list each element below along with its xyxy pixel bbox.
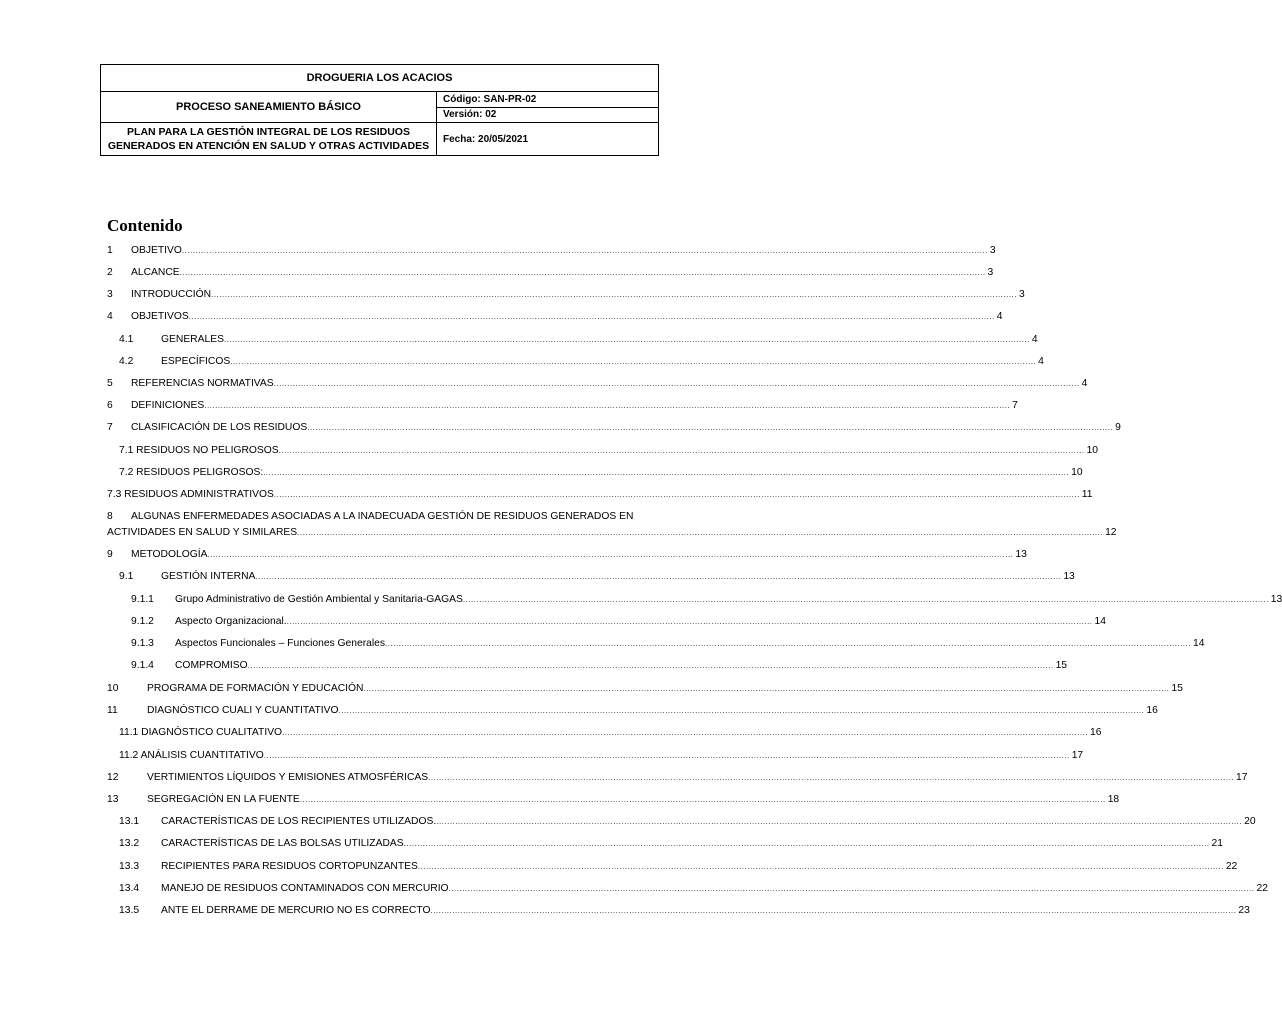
toc-entry[interactable] [119,443,1099,459]
toc-entry-label: Aspectos Funcionales – Funciones Generales [175,638,386,649]
toc-entry[interactable] [107,265,994,281]
toc-dot-leader [430,903,1236,919]
toc-entry[interactable] [131,658,1068,674]
toc-entry-label: CLASIFICACIÓN DE LOS RESIDUOS [131,422,308,433]
toc-entry-number: 13.1 [119,816,140,827]
document-date: Fecha: 20/05/2021 [437,123,659,156]
toc-entry-page: 14 [1192,638,1205,649]
toc-entry-page: 16 [1089,727,1102,738]
toc-entry-label: CARACTERÍSTICAS DE LOS RECIPIENTES UTILIZADOS. [161,816,437,827]
document-code: Código: SAN-PR-02 [437,92,659,108]
toc-entry[interactable] [107,681,1183,697]
toc-entry-label: CARACTERÍSTICAS DE LAS BOLSAS UTILIZADAS [161,838,404,849]
toc-entry-number: 13.5 [119,905,140,916]
toc-entry-page: 21 [1211,838,1223,849]
toc-entry-label: GENERALES [161,334,224,345]
toc-entry-number: 1 [107,245,113,256]
toc-title: Contenido [107,216,183,235]
plan-title-line-1: PLAN PARA LA GESTIÓN INTEGRAL DE LOS RESIDUOS [127,126,410,138]
toc-dot-leader [279,443,1085,459]
toc-entry-page: 9 [1115,422,1121,433]
toc-entry-label: RECIPIENTES PARA RESIDUOS CORTOPUNZANTES [161,861,418,872]
toc-entry-number: 4.2 [119,356,134,367]
toc-entry-page: 4 [996,311,1003,322]
toc-dot-leader [180,265,986,281]
toc-entry-page: 4 [1038,356,1044,367]
toc-entry-number: 10 [107,683,119,694]
toc-dot-leader [385,636,1191,652]
toc-entry-page: 17 [1236,772,1248,783]
toc-entry-page: 22 [1225,861,1238,872]
toc-dot-leader [436,814,1242,830]
toc-entry-label: REFERENCIAS NORMATIVAS [131,378,274,389]
toc-dot-leader [224,332,1030,348]
toc-entry-label: SEGREGACIÓN EN LA FUENTE [147,794,300,805]
toc-entry-page: 22 [1256,883,1268,894]
toc-dot-leader [404,836,1210,852]
toc-dot-leader [263,465,1069,481]
toc-entry-label: 11.2 ANÁLISIS CUANTITATIVO [119,750,264,761]
toc-entry-number: 9.1.2 [131,616,154,627]
toc-entry-label: PROGRAMA DE FORMACIÓN Y EDUCACIÓN [147,683,364,694]
toc-entry-number: 4.1 [119,334,134,345]
toc-entry[interactable] [119,903,1250,919]
toc-entry-page: 11 [1081,489,1093,500]
toc-entry-number: 13.4 [119,883,140,894]
toc-entry[interactable] [107,792,1120,808]
toc-entry-number: 9.1.3 [131,638,154,649]
toc-entry-page: 13 [1015,549,1027,560]
toc-dot-leader [274,487,1080,503]
toc-entry-page: 17 [1071,750,1084,761]
toc-entry[interactable] [107,509,1117,541]
toc-dot-leader [282,725,1088,741]
toc-entry[interactable] [107,243,996,259]
toc-dot-leader [182,243,988,259]
toc-dot-leader [307,420,1113,436]
toc-entry-number: 9 [107,549,113,560]
toc-entry-page: 3 [989,245,996,256]
toc-entry-number: 9.1.1 [131,594,154,605]
toc-entry-number: 3 [107,289,113,300]
toc-entry-label: OBJETIVO [131,245,182,256]
toc-entry-label: 7.2 RESIDUOS PELIGROSOS: [119,467,264,478]
toc-entry[interactable] [119,748,1084,764]
toc-entry-label: COMPROMISO [175,660,248,671]
toc-dot-leader [287,614,1093,630]
toc-entry-label: DEFINICIONES [131,400,205,411]
toc-dot-leader [428,770,1234,786]
toc-entry-number: 7 [107,422,113,433]
toc-entry-label: INTRODUCCIÓN [131,289,212,300]
toc-entry-page: 10 [1086,445,1099,456]
toc-entry[interactable] [119,881,1268,897]
toc-entry-page: 13 [1063,571,1075,582]
toc-dot-leader [418,859,1224,875]
document-header-table [100,64,659,156]
company-name: DROGUERIA LOS ACACIOS [101,65,659,92]
toc-entry-label-continued: ACTIVIDADES EN SALUD Y SIMILARES [107,527,298,538]
toc-entry[interactable] [107,287,1025,303]
toc-dot-leader [363,681,1169,697]
toc-dot-leader [338,703,1144,719]
toc-entry-number: 12 [107,772,119,783]
toc-entry-label: 11.1 DIAGNÓSTICO CUALITATIVO [119,727,283,738]
toc-dot-leader [255,569,1061,585]
toc-dot-leader [297,525,1103,541]
toc-dot-leader [264,748,1070,764]
toc-entry-label: ALGUNAS ENFERMEDADES ASOCIADAS A LA INADECUADA GESTIÓN DE RESIDUOS GENERADOS EN [131,511,634,522]
toc-entry-label: METODOLOGÍA [131,549,208,560]
toc-entry-page: 12 [1105,527,1117,538]
toc-entry-page: 4 [1081,378,1088,389]
toc-entry-page: 3 [1019,289,1025,300]
toc-entry-number: 8 [107,511,113,522]
toc-entry-label: GESTIÓN INTERNA [161,571,256,582]
toc-entry-number: 13.3 [119,861,140,872]
document-version: Versión: 02 [437,107,659,123]
toc-entry[interactable] [131,592,1282,608]
toc-entry-page: 7 [1012,400,1018,411]
toc-entry[interactable] [107,547,1027,563]
toc-entry-label: Aspecto Organizacional. [175,616,287,627]
toc-dot-leader [211,287,1017,303]
toc-entry-number: 13 [107,794,119,805]
toc-entry-number: 9.1 [119,571,134,582]
toc-entry[interactable] [107,398,1018,414]
plan-title-line-2: GENERADOS EN ATENCIÓN EN SALUD Y OTRAS ACTIVIDADES [107,140,430,152]
toc-dot-leader [207,547,1013,563]
toc-entry-label: Grupo Administrativo de Gestión Ambiental y Sanitaria-GAGAS [175,594,463,605]
toc-entry-number: 9.1.4 [131,660,154,671]
toc-entry[interactable] [119,354,1044,370]
toc-entry-number: 6 [107,400,113,411]
toc-dot-leader [248,658,1054,674]
toc-dot-leader [463,592,1269,608]
toc-dot-leader [189,309,995,325]
toc-entry-page: 3 [987,267,994,278]
toc-entry-number: 4 [107,311,113,322]
toc-entry-page: 16 [1146,705,1158,716]
toc-entry-label: DIAGNÓSTICO CUALI Y CUANTITATIVO [147,705,339,716]
toc-entry-page: 10 [1071,467,1083,478]
toc-entry-label: ANTE EL DERRAME DE MERCURIO NO ES CORRECTO [161,905,431,916]
toc-entry-label: OBJETIVOS [131,311,189,322]
toc-entry[interactable] [107,309,1003,325]
toc-entry-page: 13 [1270,594,1282,605]
toc-entry-label: VERTIMIENTOS LÍQUIDOS Y EMISIONES ATMOSFÉRICAS [147,772,429,783]
toc-entry[interactable] [119,332,1038,348]
toc-dot-leader [449,881,1255,897]
toc-entry-page: 18 [1107,794,1120,805]
toc-dot-leader [300,792,1106,808]
toc-dot-leader [230,354,1036,370]
toc-entry[interactable] [119,569,1075,585]
toc-entry[interactable] [107,420,1121,436]
toc-entry-page: 15 [1055,660,1068,671]
toc-entry-page: 15 [1171,683,1183,694]
toc-entry-label: MANEJO DE RESIDUOS CONTAMINADOS CON MERCURIO [161,883,449,894]
toc-entry[interactable] [119,836,1223,852]
plan-title [101,123,437,156]
toc-dot-leader [204,398,1010,414]
toc-entry[interactable] [131,636,1205,652]
toc-entry[interactable] [119,814,1256,830]
toc-entry-page: 14 [1094,616,1106,627]
toc-dot-leader [274,376,1080,392]
toc-entry-label: ESPECÍFICOS [161,356,231,367]
process-name: PROCESO SANEAMIENTO BÁSICO [101,92,437,123]
toc-entry[interactable] [119,465,1083,481]
toc-entry[interactable] [107,770,1248,786]
toc-entry-label: 7.1 RESIDUOS NO PELIGROSOS [119,445,279,456]
toc-entry-label: ALCANCE [131,267,180,278]
toc-entry[interactable] [119,859,1238,875]
toc-entry[interactable] [119,725,1102,741]
toc-entry-page: 4 [1031,334,1038,345]
toc-entry-label: 7.3 RESIDUOS ADMINISTRATIVOS [107,489,274,500]
toc-entry[interactable] [107,376,1088,392]
toc-entry[interactable] [107,487,1093,503]
toc-entry-number: 2 [107,267,113,278]
toc-entry-page: 23 [1238,905,1250,916]
toc-entry-number: 11 [107,705,118,716]
toc-entry-number: 13.2 [119,838,140,849]
toc-entry[interactable] [131,614,1106,630]
toc-entry-page: 20 [1244,816,1256,827]
toc-entry-number: 5 [107,378,113,389]
toc-entry[interactable] [107,703,1158,719]
